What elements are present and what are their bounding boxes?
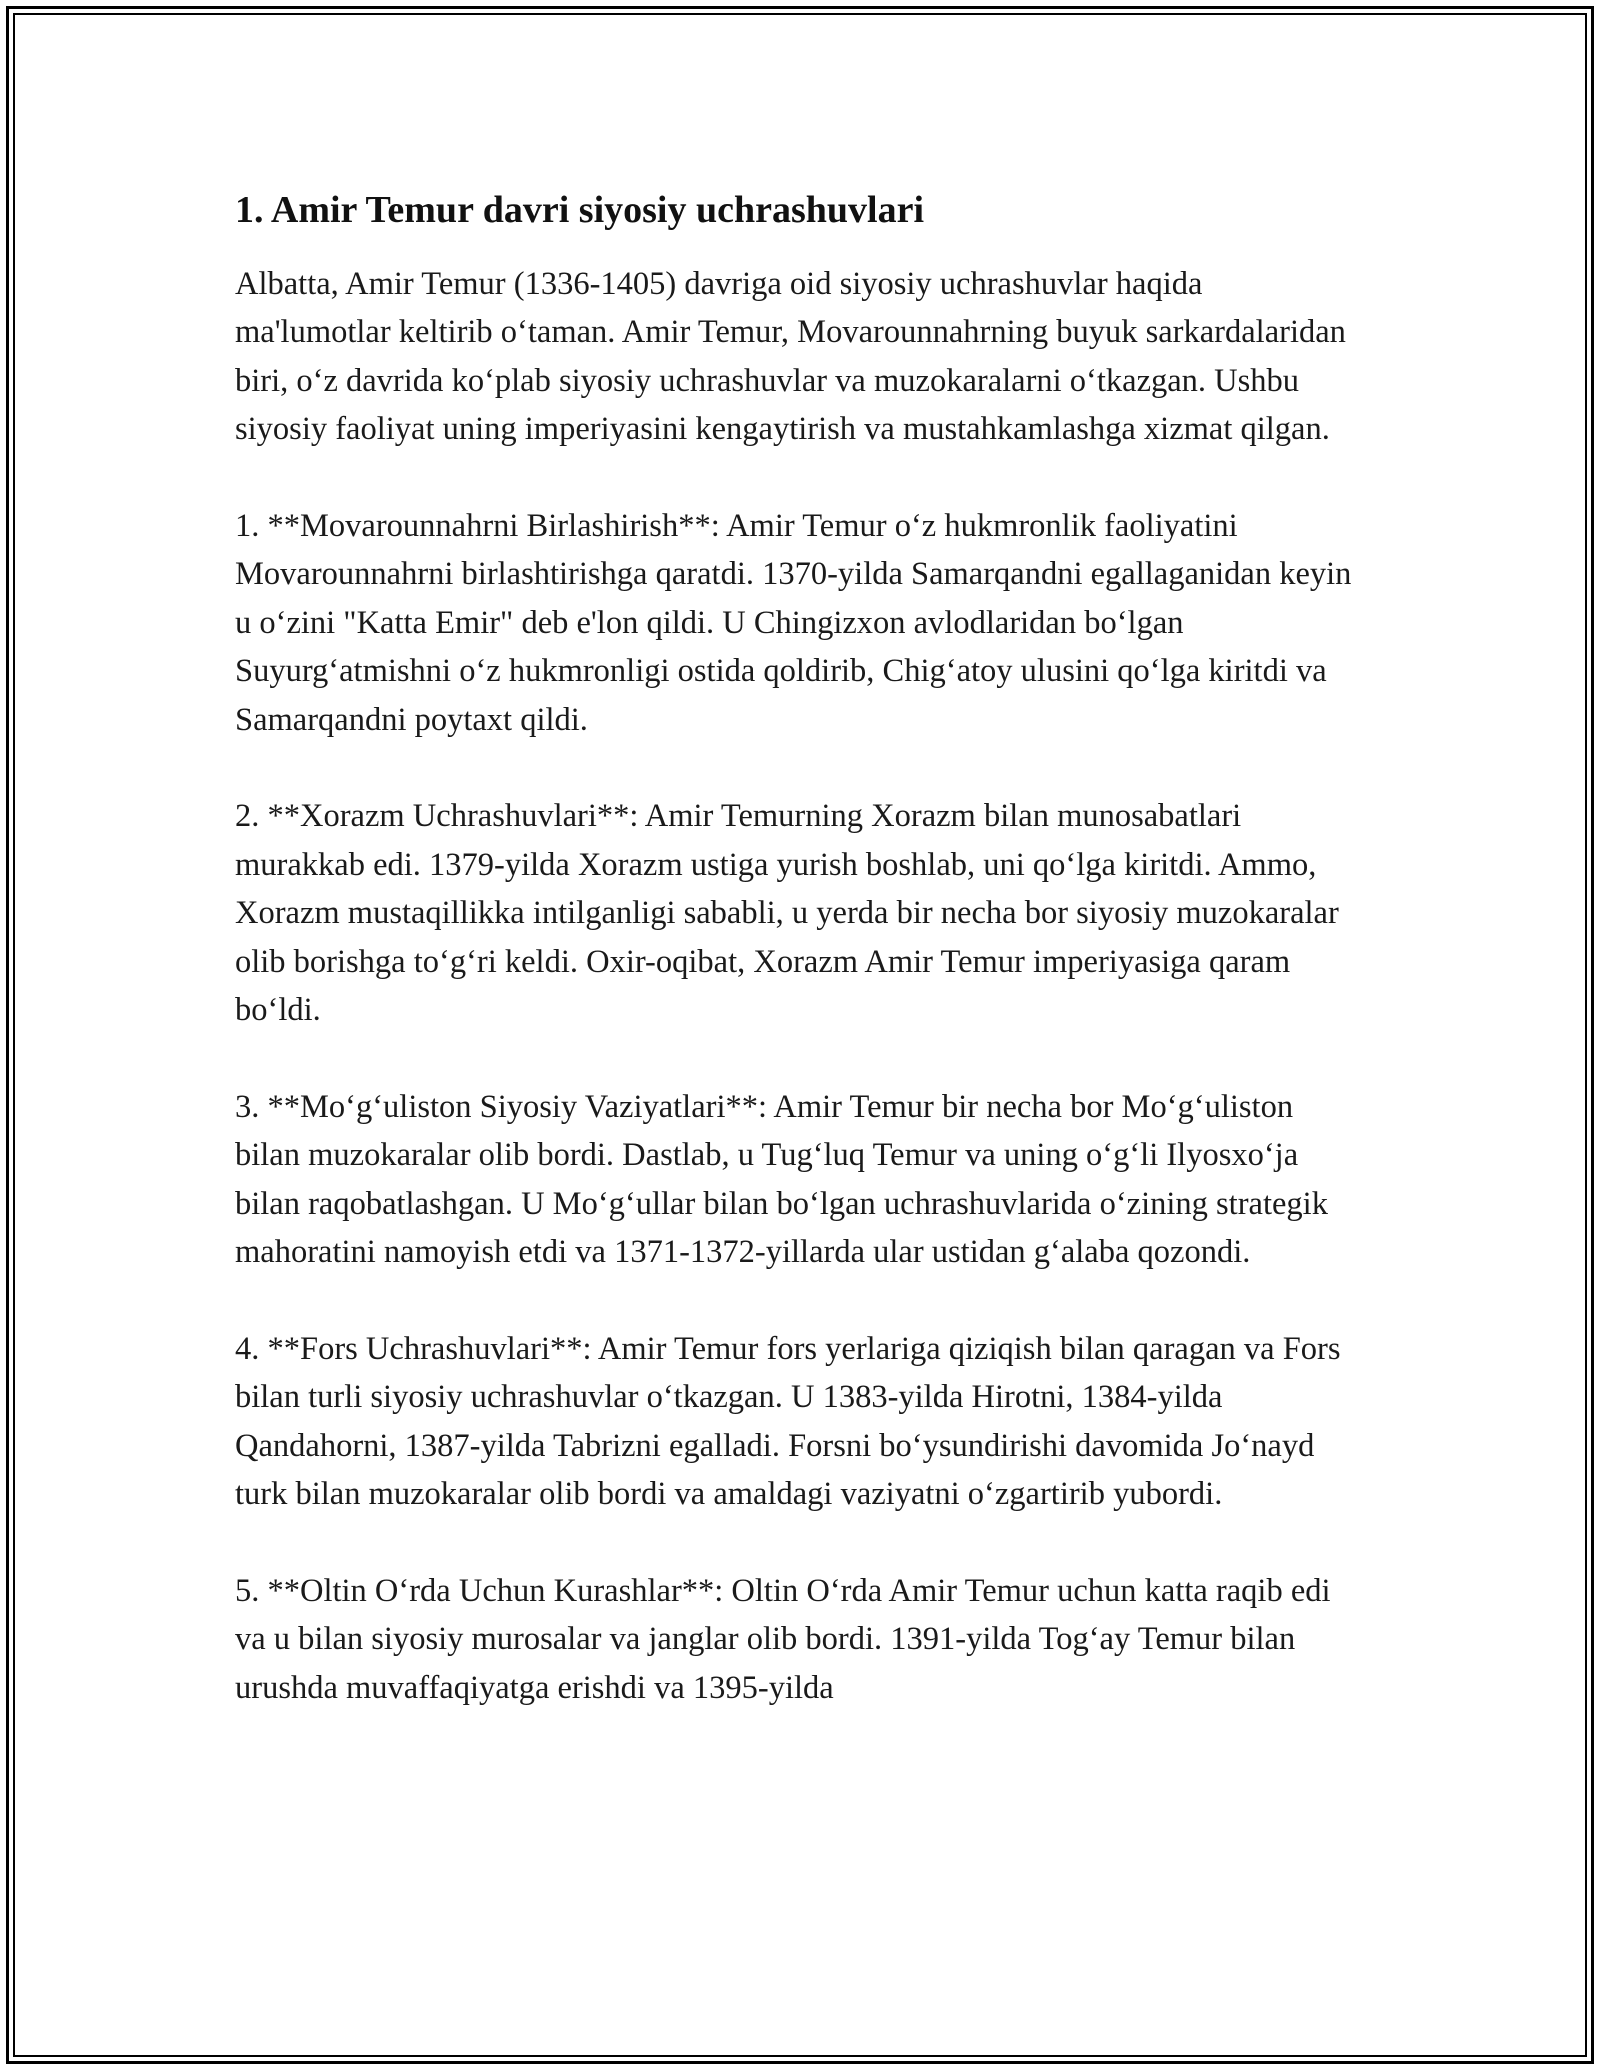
document-body xyxy=(235,186,1365,1712)
paragraph-fors: 4. **Fors Uchrashuvlari**: Amir Temur fors yerlariga qiziqish bilan qaragan va Fors bilan turli siyosiy uchrashuvlar oʻtkazgan. U 1383-yilda Hirotni, 1384-yilda Qandahorni, 1387-yilda Tabrizni egalladi. Forsni boʻysundirishi davomida Joʻnayd turk bilan muzokaralar olib bordi va amaldagi vaziyatni oʻzgartirib yubordi. xyxy=(235,1330,1341,1513)
intro-paragraph: Albatta, Amir Temur (1336-1405) davriga oid siyosiy uchrashuvlar haqida ma'lumotlar keltirib oʻtaman. Amir Temur, Movarounnahrning buyuk sarkardalaridan biri, oʻz davrida koʻplab siyosiy uchrashuvlar va muzokaralarni oʻtkazgan. Ushbu siyosiy faoliyat uning imperiyasini kengaytirish va mustahkamlashga xizmat qilgan. xyxy=(235,266,1346,448)
section-heading: 1. Amir Temur davri siyosiy uchrashuvlari xyxy=(235,189,925,231)
paragraph-oltin-orda: 5. **Oltin Oʻrda Uchun Kurashlar**: Oltin Oʻrda Amir Temur uchun katta raqib edi va u bilan siyosiy murosalar va janglar olib bordi. 1391-yilda Togʻay Temur bilan urushda muvaffaqiyatga erishdi va 1395-yilda xyxy=(235,1572,1331,1706)
paragraph-mogʻuliston: 3. **Moʻgʻuliston Siyosiy Vaziyatlari**: Amir Temur bir necha bor Moʻgʻuliston bilan muzokaralar olib bordi. Dastlab, u Tugʻluq Temur va uning oʻgʻli Ilyosxoʻja bilan raqobatlashgan. U Moʻgʻullar bilan boʻlgan uchrashuvlarida oʻzining strategik mahoratini namoyish etdi va 1371-1372-yillarda ular ustidan gʻalaba qozondi. xyxy=(235,1088,1328,1271)
paragraph-movarounnahr: 1. **Movarounnahrni Birlashirish**: Amir Temur oʻz hukmronlik faoliyatini Movarounnahrni birlashtirishga qaratdi. 1370-yilda Samarqandni egallaganidan keyin u oʻzini "Katta Emir" deb e'lon qildi. U Chingizxon avlodlaridan boʻlgan Suyurgʻatmishni oʻz hukmronligi ostida qoldirib, Chigʻatoy ulusini qoʻlga kiritdi va Samarqandni poytaxt qildi. xyxy=(235,508,1352,738)
paragraph-xorazm: 2. **Xorazm Uchrashuvlari**: Amir Temurning Xorazm bilan munosabatlari murakkab edi. 1379-yilda Xorazm ustiga yurish boshlab, uni qoʻlga kiritdi. Ammo, Xorazm mustaqillikka intilganligi sababli, u yerda bir necha bor siyosiy muzokaralar olib borishga toʻgʻri keldi. Oxir-oqibat, Xorazm Amir Temur imperiyasiga qaram boʻldi. xyxy=(235,798,1339,1029)
